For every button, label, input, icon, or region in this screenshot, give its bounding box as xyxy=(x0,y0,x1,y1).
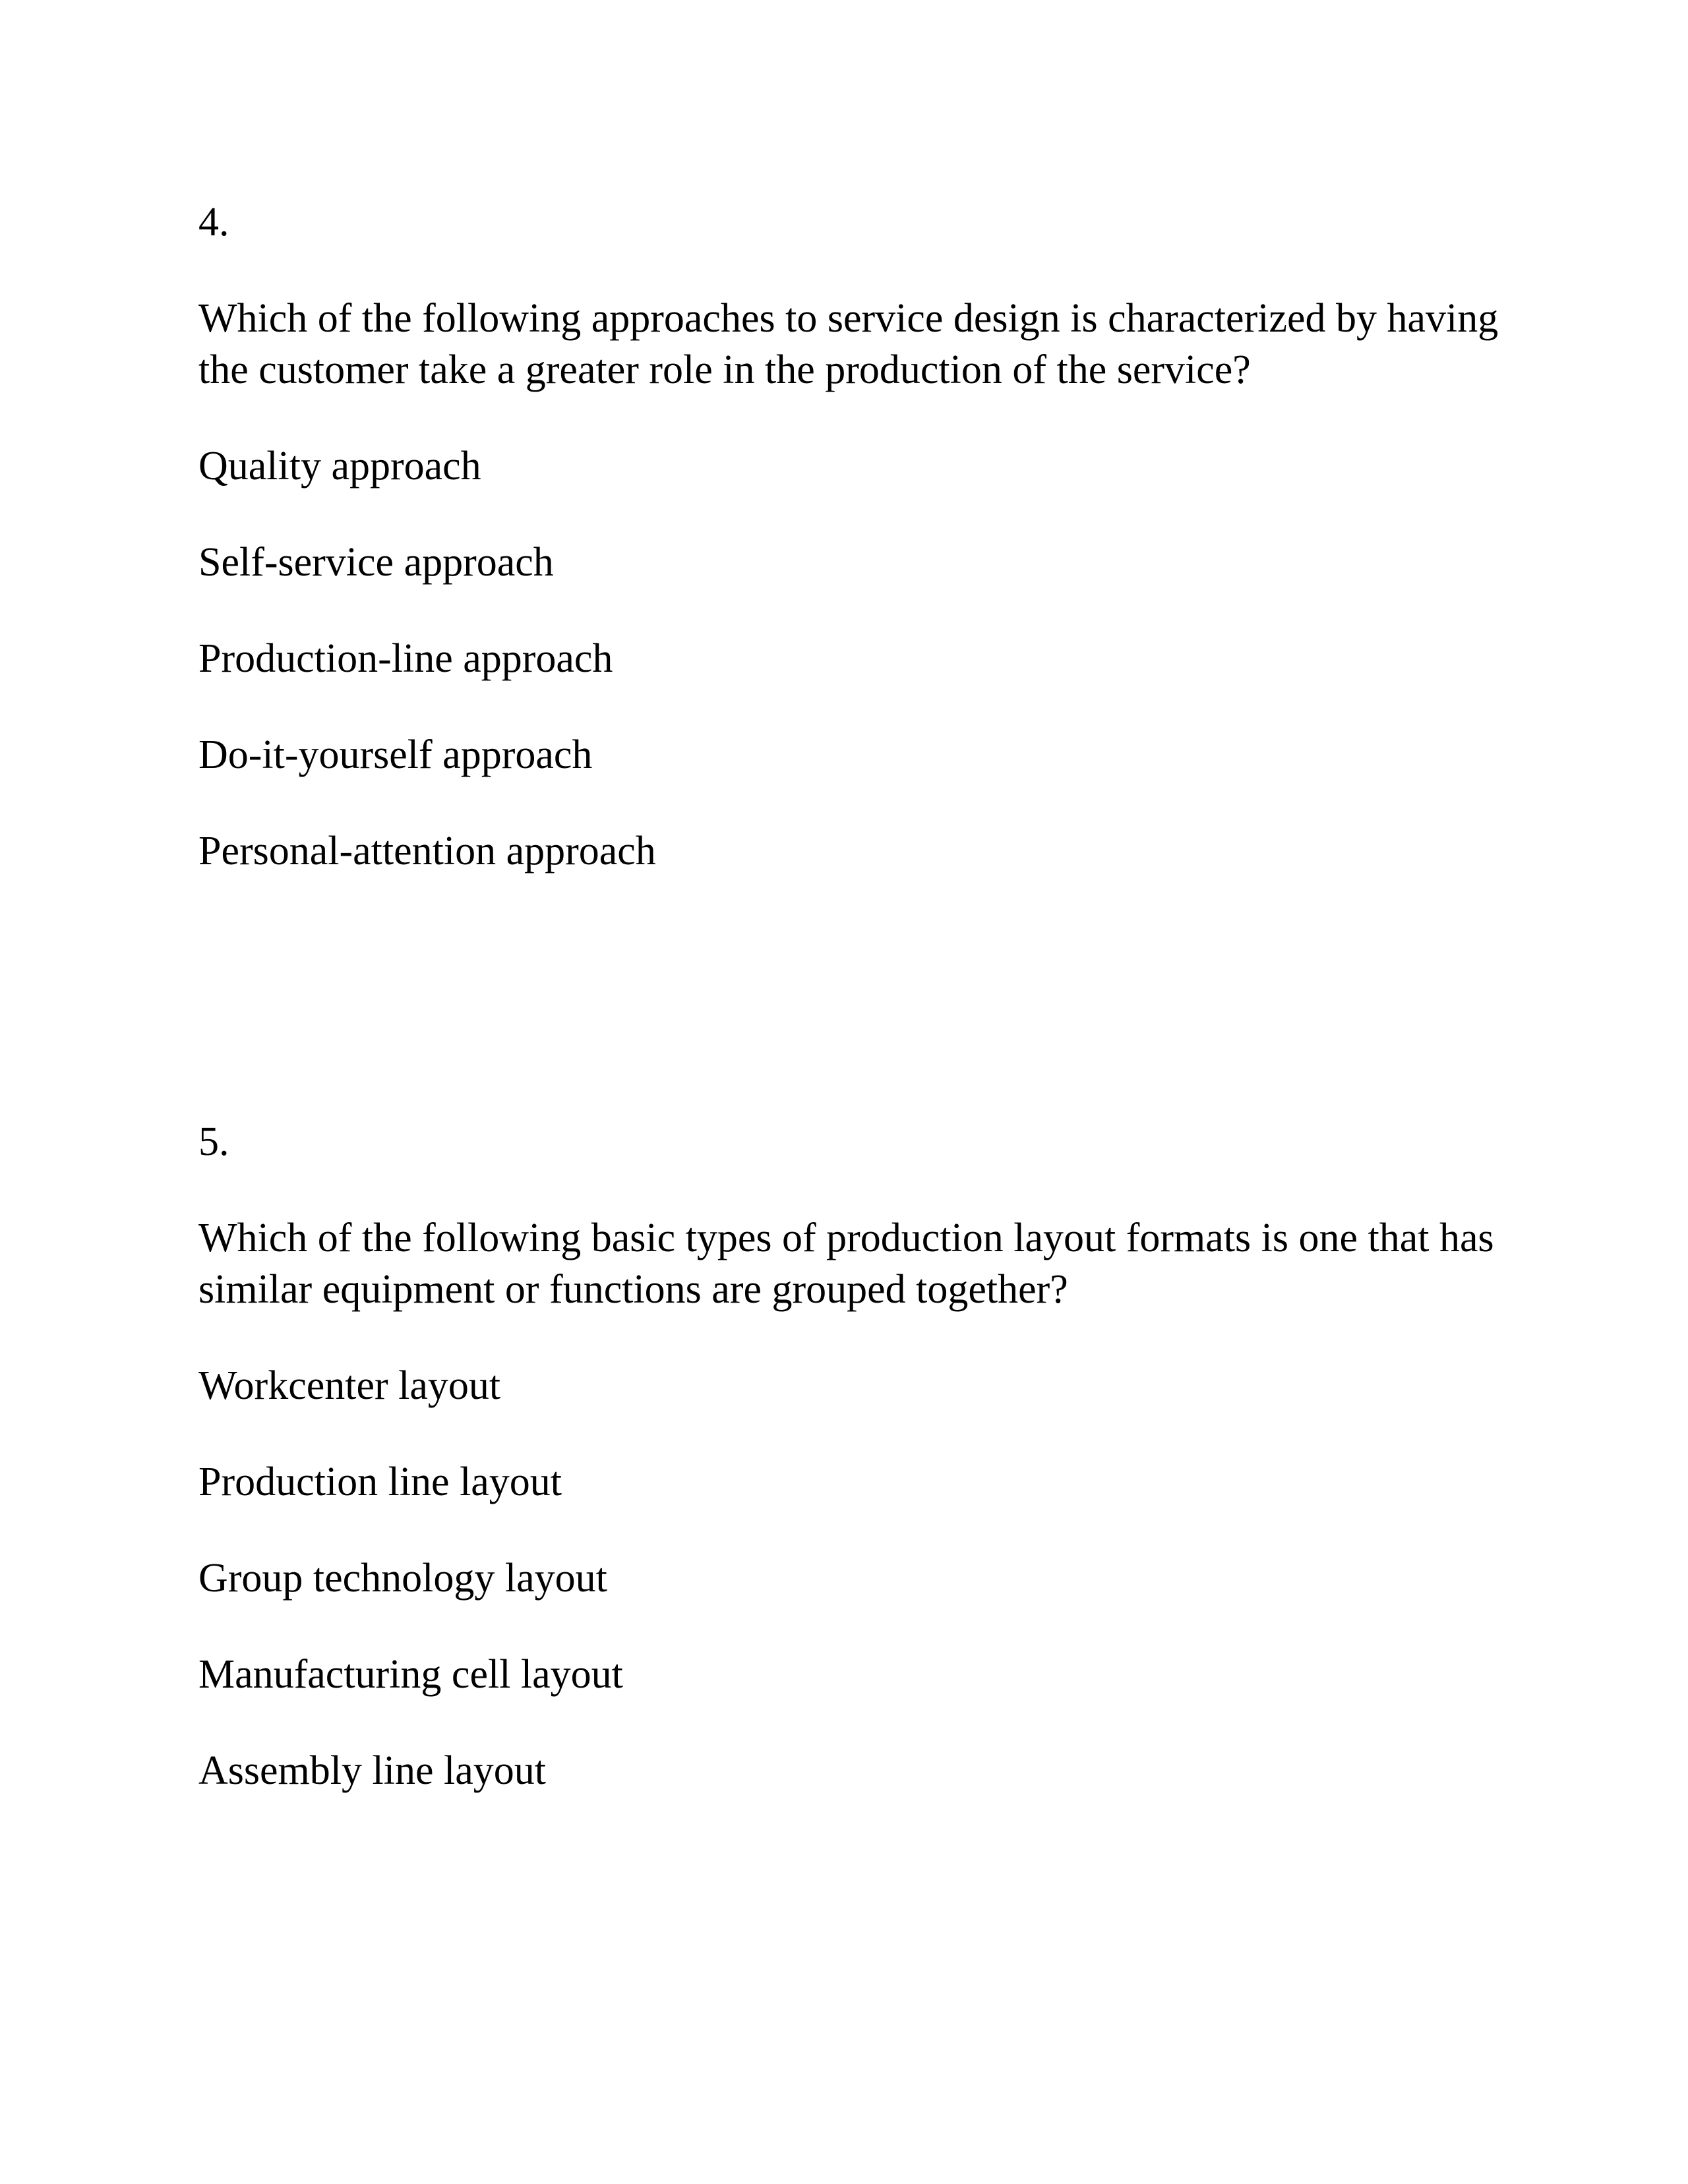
question-5 xyxy=(198,1116,1517,1841)
answer-option: Self-service approach xyxy=(198,540,554,585)
answer-option: Assembly line layout xyxy=(198,1748,546,1793)
answer-option: Group technology layout xyxy=(198,1556,607,1601)
answer-option: Workcenter layout xyxy=(198,1363,501,1408)
answer-option: Quality approach xyxy=(198,444,481,488)
question-text: Which of the following basic types of production layout formats is one that has similar equipment or functions are grouped together? xyxy=(198,1216,1494,1312)
answer-options xyxy=(198,440,1517,877)
answer-option: Do-it-yourself approach xyxy=(198,732,593,777)
answer-options xyxy=(198,1360,1517,1796)
question-number: 5. xyxy=(198,1119,229,1164)
answer-option: Personal-attention approach xyxy=(198,829,656,873)
question-4 xyxy=(198,196,1517,922)
question-number: 4. xyxy=(198,200,229,245)
answer-option: Manufacturing cell layout xyxy=(198,1652,623,1697)
question-text: Which of the following approaches to service design is characterized by having the customer take a greater role in the production of the service? xyxy=(198,296,1499,392)
answer-option: Production-line approach xyxy=(198,636,613,681)
answer-option: Production line layout xyxy=(198,1460,562,1504)
